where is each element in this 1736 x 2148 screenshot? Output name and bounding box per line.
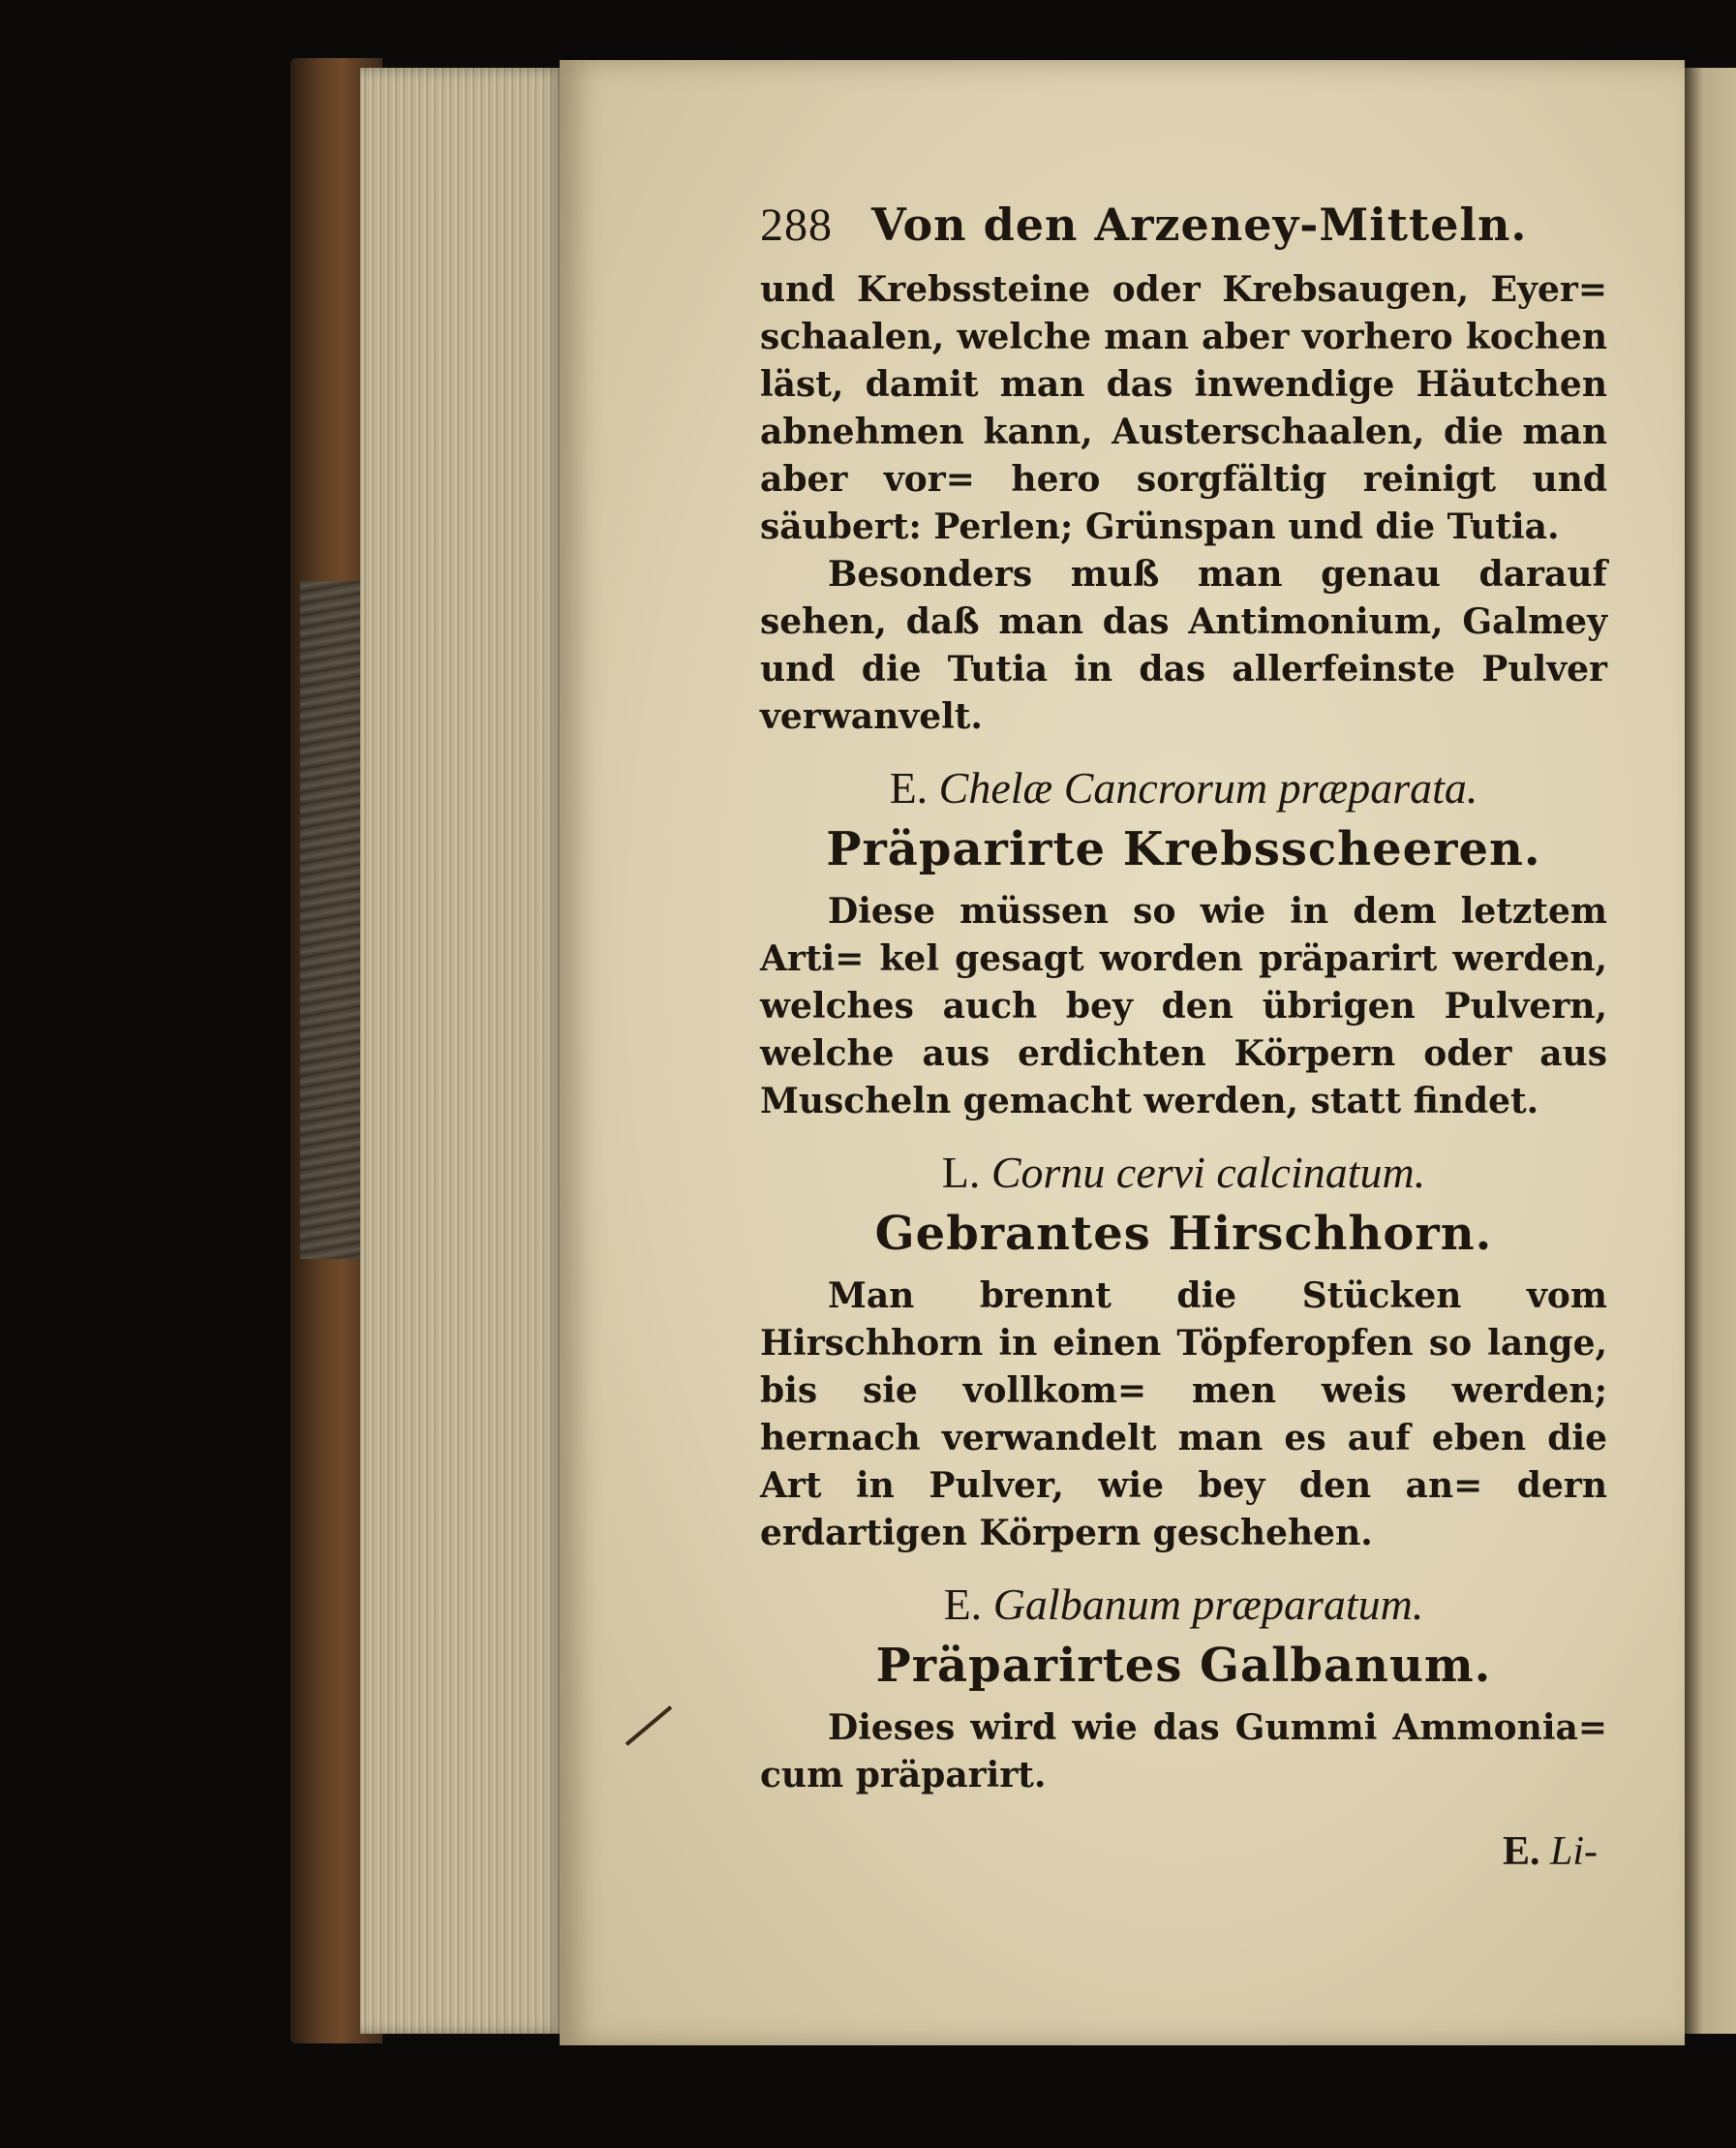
section-chelae — [760, 762, 1607, 1125]
catchword — [760, 1828, 1607, 1875]
latin-heading — [760, 1579, 1607, 1635]
facing-page-edge — [1685, 68, 1736, 2034]
section-letter: E. — [943, 1580, 983, 1629]
latin-title: Chelæ Cancrorum præparata. — [938, 763, 1478, 813]
section-cornu-cervi — [760, 1147, 1607, 1557]
running-title: Von den Arzeney-Mitteln. — [871, 199, 1528, 251]
latin-title: Cornu cervi calcinatum. — [990, 1148, 1426, 1197]
german-heading: Präparirte Krebsscheeren. — [826, 822, 1541, 876]
section-letter: L. — [941, 1148, 981, 1197]
latin-heading — [760, 1147, 1607, 1203]
latin-heading — [760, 762, 1607, 818]
german-heading: Gebrantes Hirschhorn. — [874, 1207, 1493, 1261]
page-text-block — [760, 199, 1607, 1875]
catchword-letter: E. — [1502, 1829, 1540, 1874]
latin-title: Galbanum præparatum. — [992, 1580, 1424, 1629]
catchword-word: Li- — [1549, 1829, 1598, 1874]
section-body: Man brennt die Stücken vom Hirschhorn in einen Töpferopfen so lange, bis sie vollkom= men weis werden; hernach verwandelt man es auf eben die Art in Pulver, wie bey den an= dern erdartigen Körpern geschehen. — [760, 1275, 1607, 1553]
section-galbanum — [760, 1579, 1607, 1799]
page-stack-edge — [360, 68, 563, 2034]
section-body: Dieses wird wie das Gummi Ammonia= cum präparirt. — [760, 1707, 1607, 1795]
german-heading: Präparirtes Galbanum. — [875, 1639, 1492, 1693]
running-header — [760, 199, 1607, 266]
page-number: 288 — [760, 199, 833, 251]
section-letter: E. — [889, 763, 929, 813]
section-body: Diese müssen so wie in dem letztem Arti= kel gesagt worden präparirt werden, welches auch bey den übrigen Pulvern, welche aus erdichten Körpern oder aus Muscheln gemacht werden, statt findet. — [760, 891, 1607, 1121]
paragraph-besonders: Besonders muß man genau darauf sehen, daß man das Antimonium, Galmey und die Tutia in das allerfeinste Pulver verwanvelt. — [760, 554, 1607, 737]
paragraph-continuation: und Krebssteine oder Krebsaugen, Eyer= schaalen, welche man aber vorhero kochen läst, damit man das inwendige Häutchen abnehmen kann, Austerschaalen, die man aber vor= hero sorgfältig reinigt und säubert: Perlen; Grünspan und die Tutia. — [760, 269, 1607, 547]
